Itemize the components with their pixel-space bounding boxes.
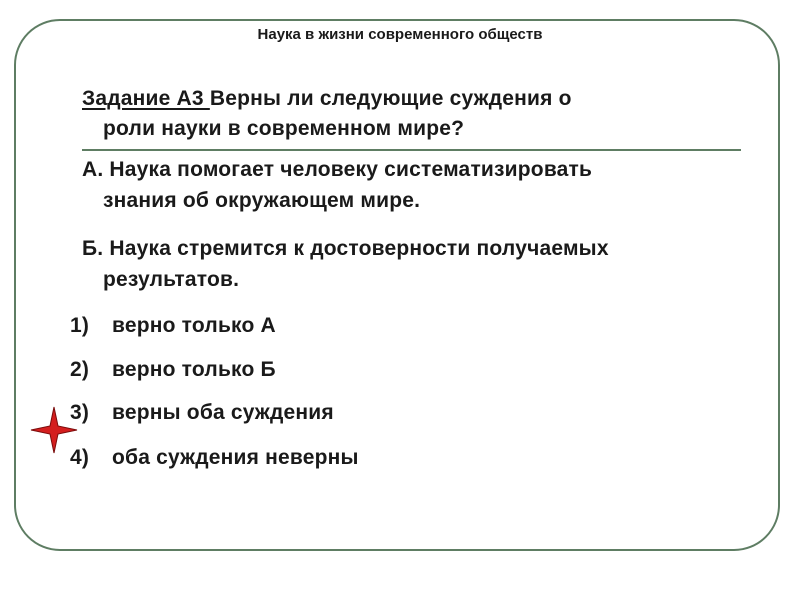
- divider-line: [82, 149, 741, 151]
- answer-option-1[interactable]: [70, 311, 276, 341]
- answer-option-number: 3): [70, 401, 90, 424]
- statement-a-line1: А. Наука помогает человеку систематизировать: [82, 158, 593, 181]
- answer-option-text: верно только А: [112, 314, 276, 337]
- answer-option-text: верно только Б: [112, 358, 276, 381]
- answer-option-number: 4): [70, 446, 90, 469]
- slide-header-title: Наука в жизни современного обществ: [257, 26, 543, 43]
- answer-option-2[interactable]: [70, 355, 276, 385]
- four-point-star-icon: [29, 405, 79, 455]
- answer-option-3[interactable]: [70, 398, 334, 428]
- task-question-line2: роли науки в современном мире?: [103, 117, 465, 140]
- statement-a: [82, 154, 762, 216]
- statement-b: [82, 233, 762, 295]
- statement-b-line1: Б. Наука стремится к достоверности получаемых: [82, 237, 609, 260]
- answer-option-text: верны оба суждения: [112, 401, 334, 424]
- statement-a-line2: знания об окружающем мире.: [103, 189, 421, 212]
- answer-option-text: оба суждения неверны: [112, 446, 359, 469]
- star-shape: [31, 407, 77, 453]
- task-heading: [82, 84, 722, 144]
- task-question-line1: Верны ли следующие суждения о: [209, 87, 572, 110]
- statement-b-line2: результатов.: [103, 268, 240, 291]
- answer-option-number: 2): [70, 358, 90, 381]
- task-label: Задание А3: [82, 87, 210, 110]
- answer-option-4[interactable]: [70, 443, 359, 473]
- answer-option-number: 1): [70, 314, 90, 337]
